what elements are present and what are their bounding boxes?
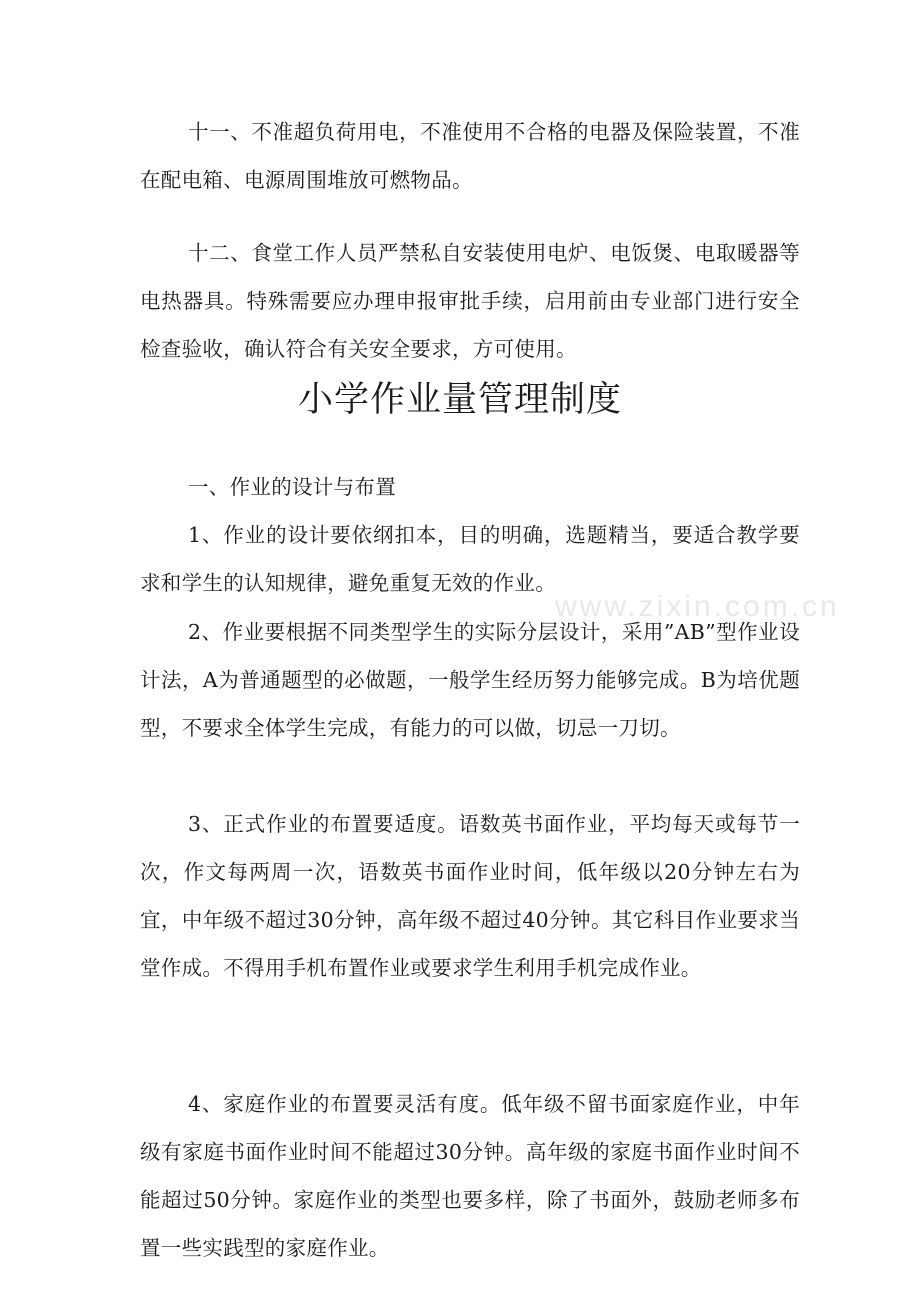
watermark: www.zixin.com.cn <box>555 590 840 623</box>
document-title: 小学作业量管理制度 <box>297 380 622 420</box>
item-3-paragraph: 3、正式作业的布置要适度。语数英书面作业，平均每天或每节一次，作文每两周一次，语数英书面作业时间，低年级以20分钟左右为宜，中年级不超过30分钟，高年级不超过40分钟。其它科目作业要求当堂作成。不得用手机布置作业或要求学生利用手机完成作业。 <box>140 812 800 980</box>
rule-eleven-paragraph: 十一、不准超负荷用电，不准使用不合格的电器及保险装置，不准在配电箱、电源周围堆放可燃物品。 <box>140 120 800 192</box>
rule-twelve-paragraph: 十二、食堂工作人员严禁私自安装使用电炉、电饭煲、电取暖器等电热器具。特殊需要应办理申报审批手续，启用前由专业部门进行安全检查验收，确认符合有关安全要求，方可使用。 <box>140 241 800 361</box>
section-heading: 一、作业的设计与布置 <box>188 475 396 499</box>
item-4-paragraph: 4、家庭作业的布置要灵活有度。低年级不留书面家庭作业，中年级有家庭书面作业时间不能超过30分钟。高年级的家庭书面作业时间不能超过50分钟。家庭作业的类型也要多样，除了书面外，鼓励老师多布置一些实践型的家庭作业。 <box>140 1092 800 1260</box>
item-1-paragraph: 1、作业的设计要依纲扣本，目的明确，选题精当，要适合教学要求和学生的认知规律，避免重复无效的作业。 <box>140 523 800 595</box>
item-2-paragraph: 2、作业要根据不同类型学生的实际分层设计，采用”AB”型作业设计法，A为普通题型的必做题，一般学生经历努力能够完成。B为培优题型，不要求全体学生完成，有能力的可以做，切忌一刀切。 <box>140 620 800 740</box>
